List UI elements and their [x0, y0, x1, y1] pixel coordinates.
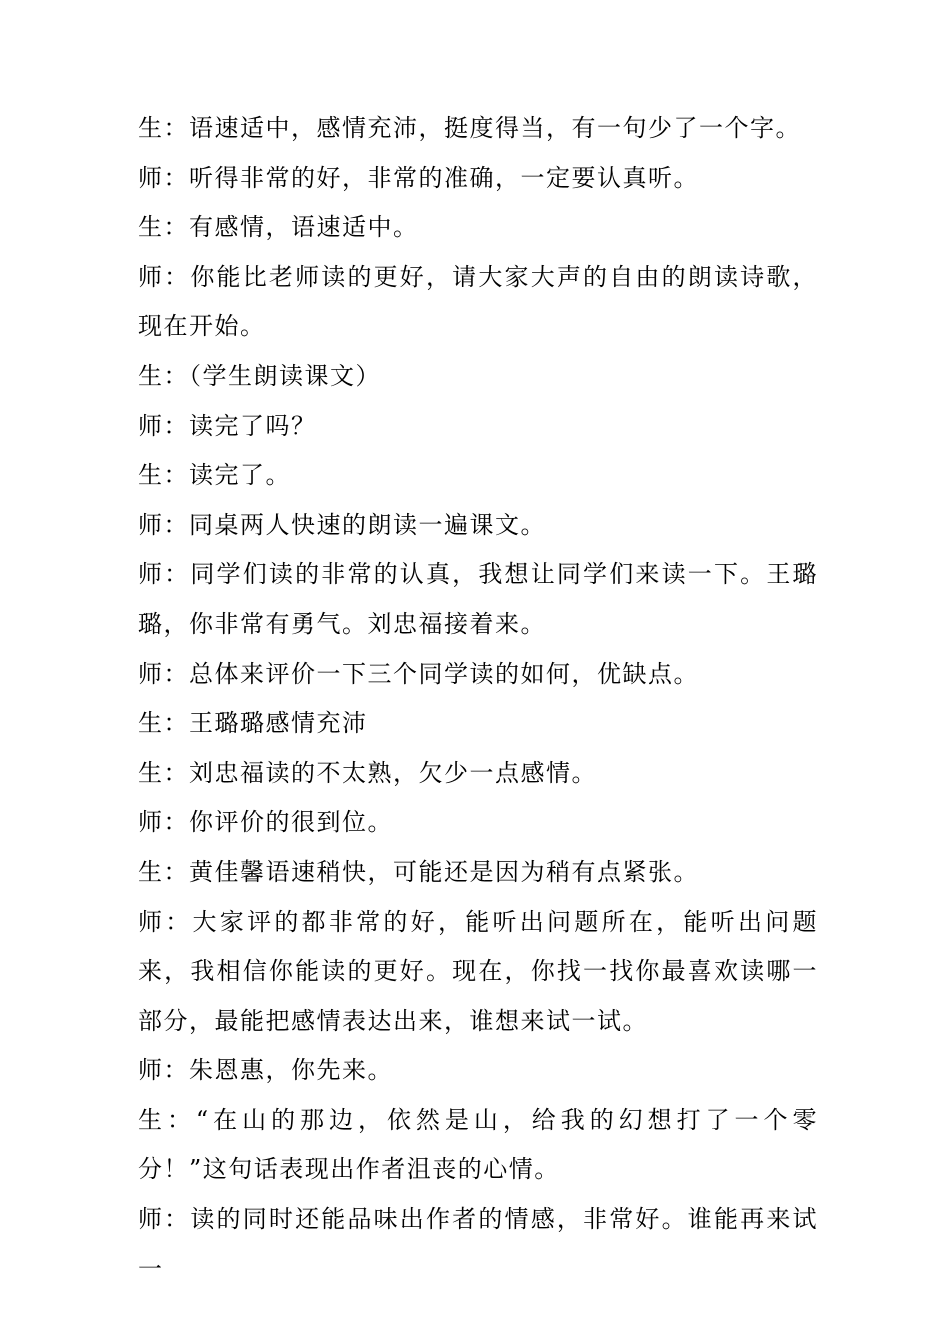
- document-body: [138, 104, 818, 1294]
- dialogue-line: 生：“在山的那边，依然是山，给我的幻想打了一个零分！”这句话表现出作者沮丧的心情。: [138, 1105, 818, 1184]
- dialogue-line: 师：读完了吗？: [138, 411, 317, 440]
- dialogue-line: 生：刘忠福读的不太熟，欠少一点感情。: [138, 758, 597, 787]
- dialogue-line: 师：听得非常的好，非常的准确，一定要认真听。: [138, 163, 699, 192]
- dialogue-line: 师：朱恩惠，你先来。: [138, 1056, 393, 1085]
- dialogue-line: 生：王璐璐感情充沛: [138, 709, 368, 738]
- dialogue-line: 生：有感情，语速适中。: [138, 213, 419, 242]
- dialogue-line: 生：黄佳馨语速稍快，可能还是因为稍有点紧张。: [138, 857, 699, 886]
- dialogue-line: 师：同桌两人快速的朗读一遍课文。: [138, 510, 546, 539]
- dialogue-line: 师：你评价的很到位。: [138, 808, 393, 837]
- dialogue-line: 师：同学们读的非常的认真，我想让同学们来读一下。王璐璐，你非常有勇气。刘忠福接着来。: [138, 560, 818, 638]
- dialogue-line: 生：读完了。: [138, 461, 291, 490]
- dialogue-line: 师：大家评的都非常的好，能听出问题所在，能听出问题来，我相信你能读的更好。现在，你找一找你最喜欢读哪一部分，最能把感情表达出来，谁想来试一试。: [138, 907, 818, 1035]
- dialogue-line: 生：语速适中，感情充沛，挺度得当，有一句少了一个字。: [138, 114, 801, 142]
- dialogue-line: 生：（学生朗读课文）: [138, 361, 381, 390]
- dialogue-line: 师：读的同时还能品味出作者的情感，非常好。谁能再来试一: [138, 1205, 818, 1283]
- dialogue-line: 师：总体来评价一下三个同学读的如何，优缺点。: [138, 659, 699, 688]
- dialogue-line: 师：你能比老师读的更好，请大家大声的自由的朗读诗歌，现在开始。: [138, 262, 818, 341]
